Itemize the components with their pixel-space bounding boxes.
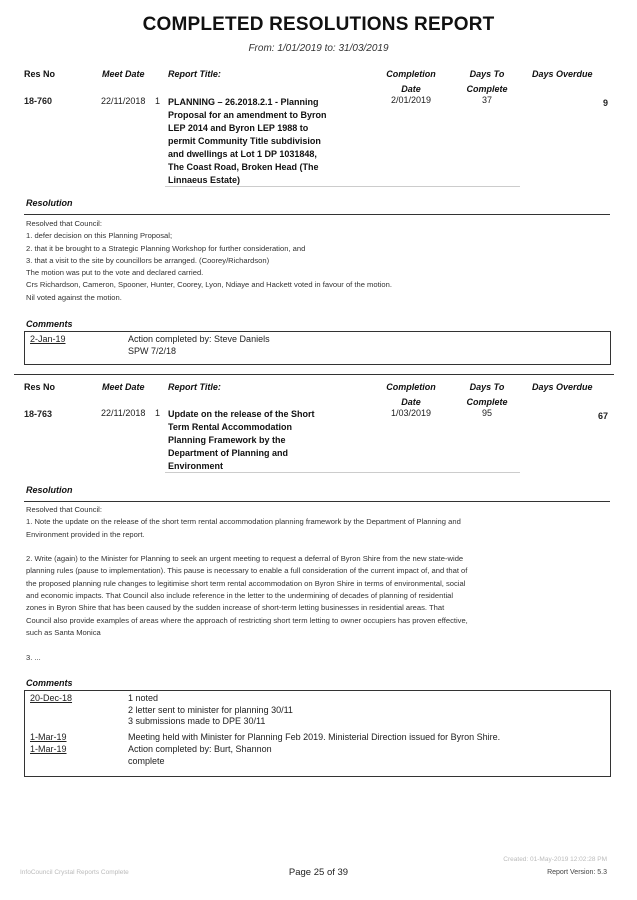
days-to-complete-value: 37 [481,95,492,105]
col-days-overdue: Days Overdue [532,382,593,392]
comment-text: Meeting held with Minister for Planning Feb 2019. Ministerial Direction issued for Byron Shire. [128,732,501,742]
comment-text: Action completed by: Burt, Shannon complete [128,744,272,766]
comment-text: 1 noted 2 letter sent to minister for planning 30/11 3 submissions made to DPE 30/11 [128,693,293,726]
footer-version: Report Version: 5.3 [547,869,607,876]
meet-date-value: 22/11/2018 [101,96,146,106]
col-completion-date: Date [401,84,421,94]
col-meet-date: Meet Date [102,69,145,79]
resolution-label: Resolution [26,198,73,208]
comments-label: Comments [26,319,73,329]
col-meet-date: Meet Date [102,382,145,392]
days-overdue-value: 9 [602,98,608,108]
col-report-title: Report Title: [168,382,221,392]
resolution-text: Resolved that Council: 1. Note the update on the release of the short term rental accommodation planning framework by the Department of Planning and Environment provided in the report. 2. Write (again) to the Minister for Planning to seek an urgent meeting to request a deferral of Byron Shire from the new state-wide planning rules (pause to implementation). This pause is necessary to enable a full consideration of the current impact of, and that of the proposed planning rule changes to legitimise short term rental accommodation on Byron Shire in terms of environmental, social and economic impacts. That Council also include reference in the letter to the undermining of decades of planning of residential zones in Byron Shire that has been caused by the sudden increase of short-term letting businesses in residential areas. That Council also provide examples of areas where the approach of restricting short term letting to owner occupiers has proven effective, such as Santa Monica 3. ... [26,505,468,662]
col-days-complete: Complete [466,84,508,94]
comments-label: Comments [26,678,73,688]
date-range: From: 1/01/2019 to: 31/03/2019 [248,43,389,54]
comment-text: Action completed by: Steve Daniels SPW 7/2/18 [128,334,270,356]
item-number: 1 [155,96,161,106]
item-number: 1 [155,408,161,418]
comment-date: 1-Mar-19 [30,744,67,754]
col-report-title: Report Title: [168,69,221,79]
footer-source: InfoCouncil Crystal Reports Complete [20,869,129,876]
meet-date-value: 22/11/2018 [101,408,146,418]
days-overdue-value: 67 [597,411,608,421]
completion-date-value: 1/03/2019 [390,408,432,418]
res-no-value: 18-763 [24,409,53,419]
resolution-rule [24,501,610,502]
col-completion: Completion [386,382,436,392]
col-days-complete: Complete [466,397,508,407]
completion-date-value: 2/01/2019 [390,95,432,105]
days-to-complete-value: 95 [481,408,492,418]
report-title: COMPLETED RESOLUTIONS REPORT [142,14,495,35]
record-separator [14,374,614,375]
resolution-rule [24,214,610,215]
col-res-no: Res No [24,69,56,79]
col-days-to: Days To [469,69,505,79]
col-completion-date: Date [401,397,421,407]
comment-date: 1-Mar-19 [30,732,67,742]
col-days-to: Days To [469,382,505,392]
col-days-overdue: Days Overdue [532,69,593,79]
comment-date: 20-Dec-18 [30,693,73,703]
resolution-label: Resolution [26,485,73,495]
resolution-title: Update on the release of the Short Term Rental Accommodation Planning Framework by the Department of Planning and Environment [168,409,315,471]
resolution-title: PLANNING – 26.2018.2.1 - Planning Proposal for an amendment to Byron LEP 2014 and Byron LEP 1988 to permit Community Title subdivision and dwellings at Lot 1 DP 1031848, The Coast Road, Broken Head (The Linnaeus Estate) [168,97,327,185]
col-res-no: Res No [24,382,56,392]
comments-box [24,690,611,777]
footer-created: Created: 01-May-2019 12:02:28 PM [503,856,607,863]
resolution-text: Resolved that Council: 1. defer decision on this Planning Proposal; 2. that it be brought to a Strategic Planning Workshop for further consideration, and 3. that a visit to the site by councillors be arranged. (Coorey/Richardson) The motion was put to the vote and declared carried. Crs Richardson, Cameron, Spooner, Hunter, Coorey, Lyon, Ndiaye and Hackett voted in favour of the motion. Nil voted against the motion. [26,219,392,302]
title-underline [165,472,520,473]
comment-date: 2-Jan-19 [30,334,66,344]
title-underline [165,186,520,187]
comments-box [24,331,611,365]
page-number: Page 25 of 39 [288,867,349,878]
col-completion: Completion [386,69,436,79]
res-no-value: 18-760 [24,96,53,106]
